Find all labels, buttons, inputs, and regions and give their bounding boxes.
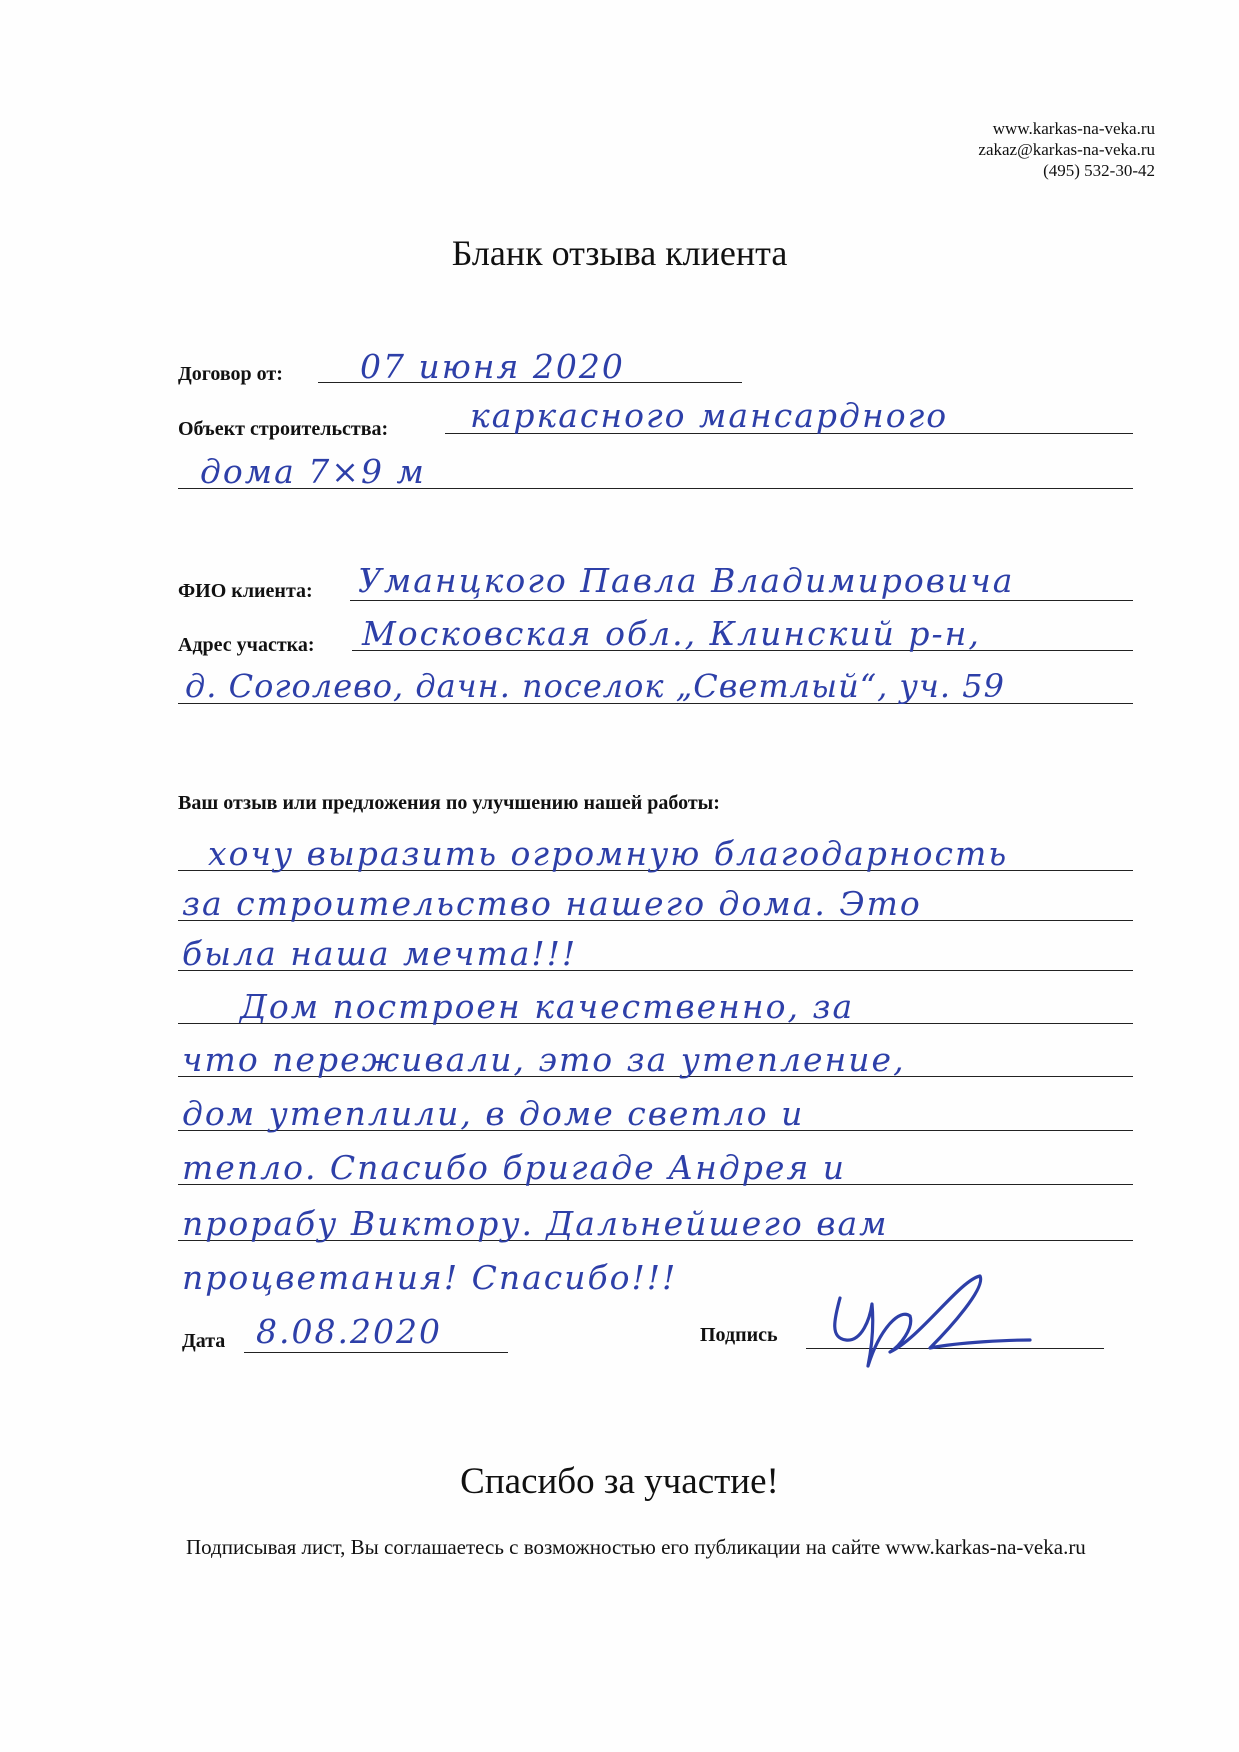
object-value-2: дома 7×9 м <box>200 452 426 491</box>
form-title: Бланк отзыва клиента <box>451 233 788 273</box>
review-line-4: Дом построен качественно, за <box>240 987 855 1026</box>
review-line-6: дом утеплили, в доме светло и <box>182 1094 805 1133</box>
date-label: Дата <box>182 1330 226 1352</box>
contract-value: 07 июня 2020 <box>360 347 625 386</box>
client-line <box>350 600 1133 601</box>
address-value-2: д. Соголево, дачн. поселок „Светлый“, уч. 59 <box>185 667 1005 705</box>
review-line-9: процветания! Спасибо!!! <box>182 1258 678 1297</box>
address-value-1: Московская обл., Клинский р-н, <box>362 614 981 653</box>
consent-text: Подписывая лист, Вы соглашаетесь с возможностью его публикации на сайте www.karkas-na-veka.ru <box>186 1535 1086 1559</box>
thanks-text: Спасибо за участие! <box>460 1461 779 1502</box>
review-line-7: тепло. Спасибо бригаде Андрея и <box>182 1148 847 1187</box>
review-line-1: хочу выразить огромную благодарность <box>208 834 1009 873</box>
object-label: Объект строительства: <box>178 418 389 440</box>
review-line-2: за строительство нашего дома. Это <box>182 884 922 923</box>
review-line-8: прорабу Виктору. Дальнейшего вам <box>182 1204 889 1243</box>
address-label: Адрес участка: <box>178 634 315 656</box>
review-label: Ваш отзыв или предложения по улучшению нашей работы: <box>178 792 720 814</box>
contract-label: Договор от: <box>178 363 283 385</box>
phone-text: (495) 532-30-42 <box>1043 161 1155 180</box>
object-value-1: каркасного мансардного <box>470 396 949 435</box>
review-line-5: что переживали, это за утепление, <box>182 1040 906 1079</box>
company-contacts <box>978 118 1155 181</box>
date-value: 8.08.2020 <box>256 1312 442 1351</box>
review-line-3: была наша мечта!!! <box>182 934 578 973</box>
email-text: zakaz@karkas-na-veka.ru <box>978 140 1155 159</box>
client-value: Уманцкого Павла Владимировича <box>358 561 1015 600</box>
signature-label: Подпись <box>700 1324 778 1346</box>
date-line <box>244 1352 508 1353</box>
website-text: www.karkas-na-veka.ru <box>992 119 1155 138</box>
signature-image <box>810 1268 1040 1388</box>
client-label: ФИО клиента: <box>178 580 313 602</box>
